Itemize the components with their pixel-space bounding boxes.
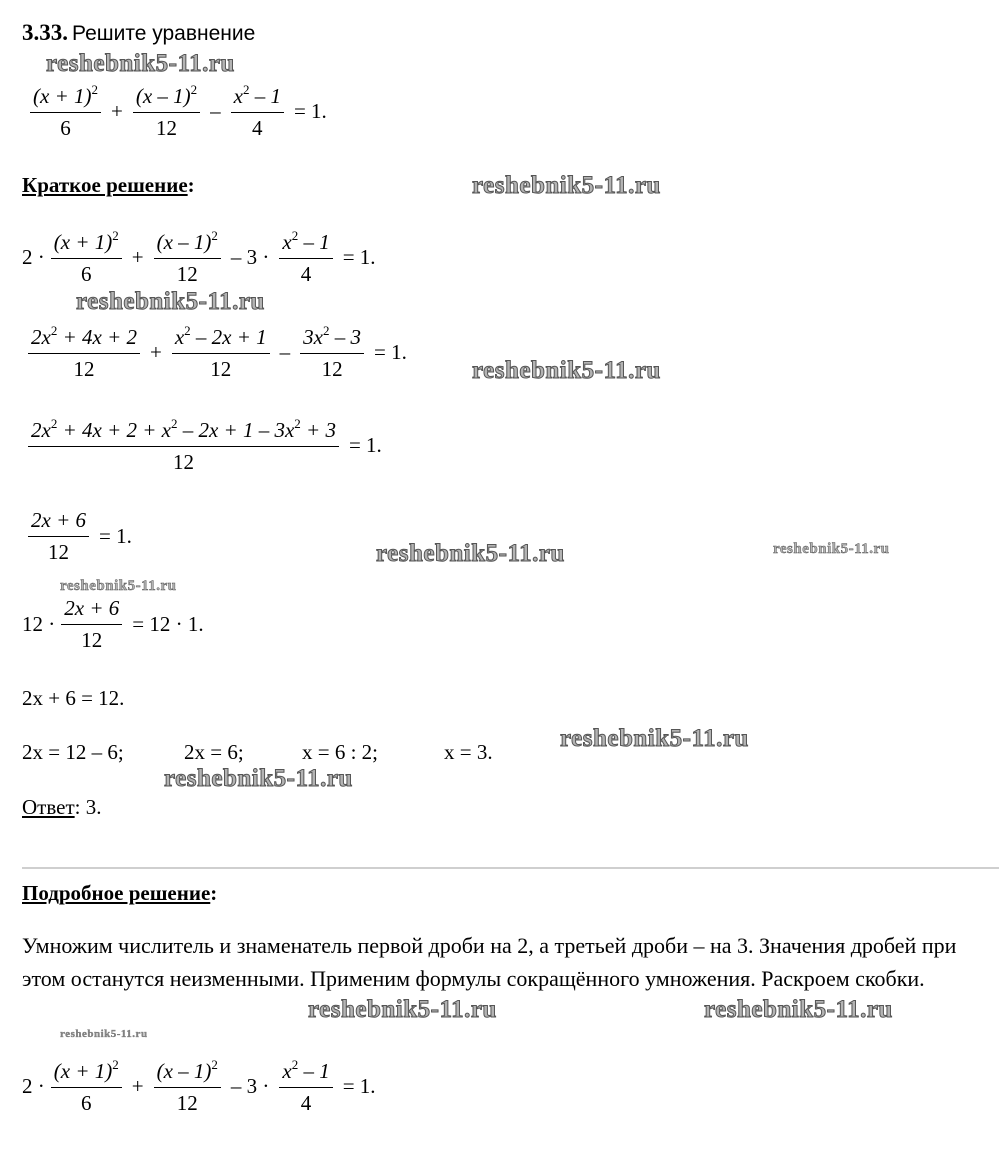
watermark: reshebnik5-11.ru [60, 1028, 148, 1040]
detailed-solution-heading [22, 881, 217, 906]
equation-original: $\frac{(x + 1)^2}{6}$ + $\frac{(x - 1)^2}{12}$ – $\frac{x^2 - 1}{4}$ = 1. [24, 82, 331, 141]
equals-one: = 1. [99, 524, 132, 548]
watermark: reshebnik5-11.ru [46, 50, 235, 77]
watermark: reshebnik5-11.ru [308, 996, 497, 1023]
equals-one: = 1. [293, 99, 327, 123]
detailed-paragraph: Умножим числитель и знаменатель первой дроби на 2, а третьей дроби – на 3. Значения дробей при этом останутся неизменными. Применим формулы сокращённого умножения. Раскроем скобки. [22, 933, 957, 991]
multiplier: 2 · [22, 245, 45, 269]
fraction: $\frac{(x + 1)^2}{6}$ [30, 82, 101, 141]
fraction: $\frac{x^2 - 1}{4}$ [231, 82, 284, 141]
watermark: reshebnik5-11.ru [164, 765, 353, 792]
watermark: reshebnik5-11.ru [704, 996, 893, 1023]
watermark: reshebnik5-11.ru [76, 288, 265, 315]
heading-colon: : [187, 173, 195, 197]
heading-colon: : [210, 881, 218, 905]
equals-twelve: = 12 · 1. [132, 612, 204, 636]
detailed-solution-title: Подробное решение [22, 881, 211, 905]
equation-step3: $\frac{2x^2 + 4x + 2 + x^2 - 2x + 1 - 3x^2 + 3}{12}$ = 1. [22, 416, 386, 475]
solve-part-a: 2x = 12 – 6; [22, 740, 124, 764]
watermark: reshebnik5-11.ru [773, 541, 890, 557]
section-divider [22, 867, 999, 869]
watermark: reshebnik5-11.ru [560, 725, 749, 752]
equals-one: = 1. [342, 1074, 376, 1098]
solve-part-c: x = 6 : 2; [302, 740, 379, 764]
equation-step6: 2x + 6 = 12. [22, 686, 125, 710]
watermark: reshebnik5-11.ru [472, 357, 661, 384]
equals-one: = 1. [348, 433, 382, 457]
solve-part-d: x = 3. [444, 740, 493, 764]
equation-step2: $\frac{2x^2 + 4x + 2}{12}$ + $\frac{x^2 - 2x + 1}{12}$ – $\frac{3x^2 - 3}{12}$ = 1. [22, 323, 411, 382]
multiplier: 12 · [22, 612, 56, 636]
problem-instruction: Решите уравнение [72, 22, 256, 45]
equation-detailed-step1: 2 · $\frac{(x + 1)^2}{6}$ + $\frac{(x - 1)^2}{12}$ – 3 · $\frac{x^2 - 1}{4}$ = 1. [22, 1057, 376, 1115]
short-solution-title: Краткое решение [22, 173, 188, 197]
fraction: $\frac{(x - 1)^2}{12}$ [133, 82, 200, 141]
multiplier: – 3 · [230, 245, 270, 269]
short-solution-heading [22, 173, 195, 198]
answer-label: Ответ [22, 795, 75, 819]
multiplier: 2 · [22, 1074, 45, 1098]
answer-value: : 3. [74, 795, 102, 819]
solve-part-b: 2x = 6; [184, 740, 244, 764]
watermark: reshebnik5-11.ru [472, 172, 661, 199]
problem-number: 3.33. [22, 20, 68, 45]
equation-step4: $\frac{2x + 6}{12}$ = 1. [22, 508, 136, 565]
equals-one: = 1. [342, 245, 376, 269]
answer [22, 795, 101, 820]
equation-step5: 12 · $\frac{2x + 6}{12}$ = 12 · 1. [22, 596, 204, 652]
problem-title [22, 20, 255, 46]
equation-step1: 2 · $\frac{(x + 1)^2}{6}$ + $\frac{(x - 1)^2}{12}$ – 3 · $\frac{x^2 - 1}{4}$ = 1. [22, 228, 376, 286]
equals-one: = 1. [374, 340, 407, 364]
watermark: reshebnik5-11.ru [60, 578, 177, 594]
watermark: reshebnik5-11.ru [376, 540, 565, 567]
multiplier: – 3 · [230, 1074, 270, 1098]
